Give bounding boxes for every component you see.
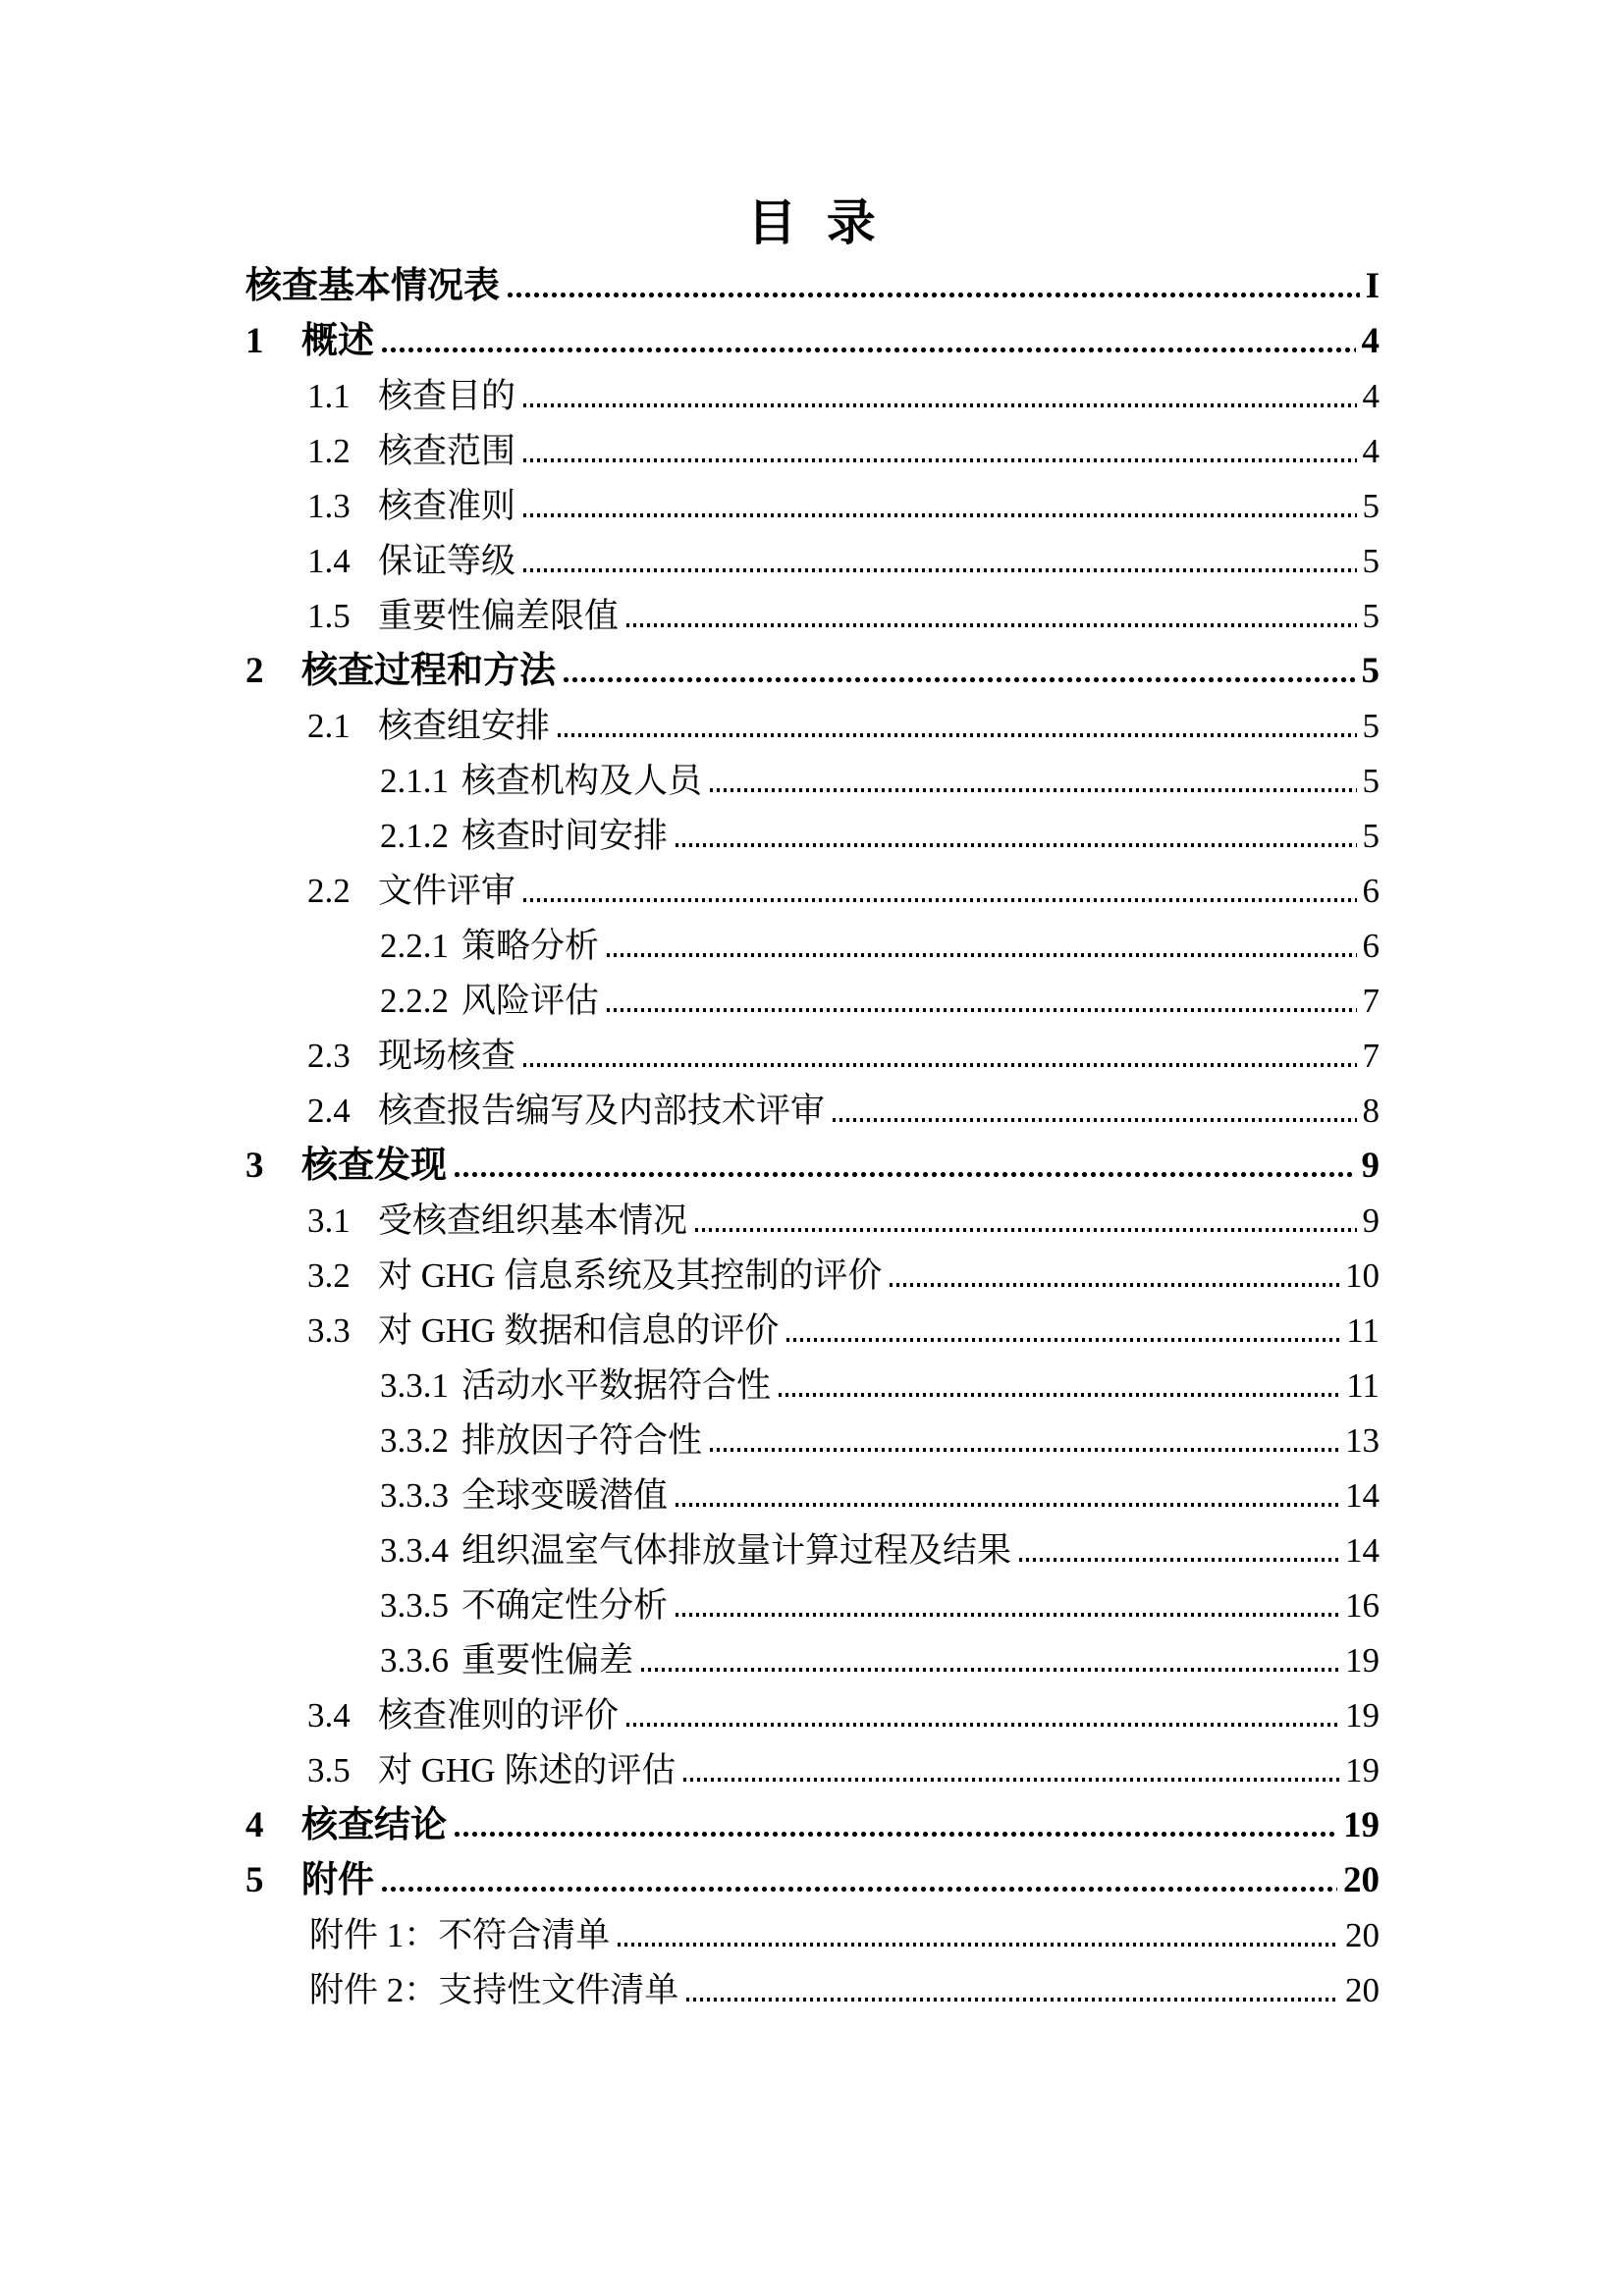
toc-leader-dots bbox=[676, 843, 1356, 847]
toc-entry-number: 1.1 bbox=[307, 377, 351, 415]
toc-entry-number: 3.1 bbox=[307, 1201, 351, 1240]
toc-leader-dots bbox=[523, 513, 1356, 517]
toc-entry-label: 核查准则 bbox=[378, 487, 516, 525]
toc-page-number: 7 bbox=[1362, 1037, 1380, 1075]
toc-page-number: 9 bbox=[1362, 1201, 1380, 1240]
toc-entry-number: 3.3.1 bbox=[380, 1366, 449, 1405]
toc-leader-dots bbox=[382, 1887, 1337, 1892]
toc-page-number: 9 bbox=[1361, 1146, 1380, 1186]
toc-entry bbox=[245, 1633, 1380, 1688]
toc-entry-label: 核查时间安排 bbox=[461, 817, 669, 855]
toc-entry bbox=[245, 314, 1380, 369]
toc-entry-number: 1.3 bbox=[307, 487, 351, 525]
toc-page-number: 20 bbox=[1345, 1971, 1380, 2009]
toc-entry-label: 核查结论 bbox=[301, 1805, 447, 1845]
toc-page-number: 5 bbox=[1362, 707, 1380, 745]
toc-entry-label: 重要性偏差 bbox=[461, 1641, 634, 1680]
toc-page-number: 11 bbox=[1346, 1366, 1380, 1405]
toc-entry bbox=[245, 259, 1380, 314]
toc-entry bbox=[245, 369, 1380, 424]
toc-entry bbox=[245, 1798, 1380, 1853]
toc-entry-number: 2.3 bbox=[307, 1037, 351, 1075]
toc-entry-label: 附件 2：支持性文件清单 bbox=[309, 1971, 679, 2009]
toc-entry bbox=[245, 1468, 1380, 1523]
toc-entry-label: 现场核查 bbox=[378, 1037, 516, 1075]
toc-entry-label: 对 GHG 信息系统及其控制的评价 bbox=[378, 1256, 883, 1295]
toc-page-number: 10 bbox=[1345, 1256, 1380, 1295]
toc-entry bbox=[245, 1853, 1380, 1908]
toc-entry-number: 3.3.2 bbox=[380, 1421, 449, 1460]
toc-entry-number: 2.2.2 bbox=[380, 982, 449, 1020]
toc-list bbox=[245, 259, 1380, 2018]
toc-leader-dots bbox=[710, 788, 1356, 792]
toc-entry-number: 3.4 bbox=[307, 1696, 351, 1735]
toc-entry bbox=[245, 754, 1380, 809]
toc-entry-label: 核查过程和方法 bbox=[301, 651, 556, 691]
toc-entry-number: 1.5 bbox=[307, 597, 351, 635]
toc-leader-dots bbox=[710, 1448, 1339, 1452]
toc-page-number: 11 bbox=[1346, 1311, 1380, 1350]
toc-entry bbox=[245, 1688, 1380, 1743]
toc-entry bbox=[245, 1743, 1380, 1798]
toc-leader-dots bbox=[564, 677, 1356, 682]
toc-entry bbox=[245, 424, 1380, 479]
toc-entry bbox=[245, 864, 1380, 919]
toc-entry bbox=[245, 644, 1380, 699]
toc-entry bbox=[245, 1084, 1380, 1139]
toc-entry-label: 对 GHG 数据和信息的评价 bbox=[378, 1311, 780, 1350]
toc-entry-label: 核查准则的评价 bbox=[378, 1696, 620, 1735]
toc-entry bbox=[245, 809, 1380, 864]
toc-entry-number: 2.2.1 bbox=[380, 927, 449, 965]
toc-entry bbox=[245, 1029, 1380, 1084]
toc-leader-dots bbox=[523, 403, 1356, 407]
toc-page-number: 7 bbox=[1362, 982, 1380, 1020]
toc-leader-dots bbox=[676, 1503, 1339, 1507]
toc-entry bbox=[245, 589, 1380, 644]
toc-page-number: 19 bbox=[1345, 1641, 1380, 1680]
toc-entry-number: 3.2 bbox=[307, 1256, 351, 1295]
toc-page-number: 16 bbox=[1345, 1586, 1380, 1625]
toc-leader-dots bbox=[455, 1172, 1356, 1177]
toc-leader-dots bbox=[607, 953, 1356, 957]
toc-leader-dots bbox=[683, 1778, 1339, 1782]
toc-leader-dots bbox=[523, 1063, 1356, 1067]
toc-page-number: 5 bbox=[1362, 487, 1380, 525]
toc-page-number: 4 bbox=[1361, 321, 1380, 361]
toc-entry-number: 3.5 bbox=[307, 1751, 351, 1789]
toc-page-number: 6 bbox=[1362, 872, 1380, 910]
toc-entry bbox=[245, 1523, 1380, 1578]
toc-leader-dots bbox=[607, 1008, 1356, 1012]
toc-leader-dots bbox=[382, 347, 1356, 352]
toc-leader-dots bbox=[523, 898, 1356, 902]
toc-entry-label: 活动水平数据符合性 bbox=[461, 1366, 772, 1405]
toc-leader-dots bbox=[626, 623, 1356, 627]
toc-entry-label: 排放因子符合性 bbox=[461, 1421, 703, 1460]
toc-page-number: 8 bbox=[1362, 1092, 1380, 1130]
toc-page-number: 5 bbox=[1362, 817, 1380, 855]
toc-entry-label: 核查报告编写及内部技术评审 bbox=[378, 1092, 826, 1130]
toc-page-number: 4 bbox=[1362, 432, 1380, 470]
toc-entry bbox=[245, 1908, 1380, 1963]
toc-entry-number: 3.3.4 bbox=[380, 1531, 449, 1570]
toc-leader-dots bbox=[779, 1393, 1340, 1397]
toc-entry bbox=[245, 1139, 1380, 1194]
toc-entry-number: 1.4 bbox=[307, 542, 351, 580]
toc-entry bbox=[245, 699, 1380, 754]
toc-page-number: 5 bbox=[1362, 597, 1380, 635]
toc-entry-label: 保证等级 bbox=[378, 542, 516, 580]
toc-entry-number: 5 bbox=[245, 1860, 264, 1900]
toc-entry-number: 2.1.1 bbox=[380, 762, 449, 800]
toc-entry-number: 2.4 bbox=[307, 1092, 351, 1130]
toc-entry bbox=[245, 1414, 1380, 1468]
toc-entry bbox=[245, 479, 1380, 534]
toc-entry-number: 3.3.5 bbox=[380, 1586, 449, 1625]
toc-entry bbox=[245, 1963, 1380, 2018]
toc-title: 目 录 bbox=[747, 195, 878, 250]
toc-entry-label: 受核查组织基本情况 bbox=[378, 1201, 688, 1240]
toc-leader-dots bbox=[686, 1998, 1339, 2002]
toc-page-number: 19 bbox=[1345, 1696, 1380, 1735]
toc-leader-dots bbox=[833, 1118, 1356, 1122]
toc-entry-number: 3.3.6 bbox=[380, 1641, 449, 1680]
toc-entry-number: 3 bbox=[245, 1146, 264, 1186]
toc-entry-number: 1.2 bbox=[307, 432, 351, 470]
toc-page-number: 6 bbox=[1362, 927, 1380, 965]
toc-page-number: 4 bbox=[1362, 377, 1380, 415]
toc-leader-dots bbox=[523, 568, 1356, 572]
toc-page-number: 5 bbox=[1361, 651, 1380, 691]
toc-page-number: 20 bbox=[1345, 1916, 1380, 1954]
toc-entry-number: 2 bbox=[245, 651, 264, 691]
toc-entry-number: 2.2 bbox=[307, 872, 351, 910]
toc-entry-number: 1 bbox=[245, 321, 264, 361]
toc-entry-label: 附件 bbox=[301, 1860, 374, 1900]
toc-entry-number: 3.3.3 bbox=[380, 1476, 449, 1515]
toc-leader-dots bbox=[676, 1613, 1339, 1617]
toc-page-number: 5 bbox=[1362, 762, 1380, 800]
toc-entry-label: 核查机构及人员 bbox=[461, 762, 703, 800]
toc-leader-dots bbox=[455, 1832, 1337, 1837]
toc-entry bbox=[245, 534, 1380, 589]
toc-entry-label: 附件 1：不符合清单 bbox=[309, 1916, 611, 1954]
toc-page-number: 19 bbox=[1345, 1751, 1380, 1789]
toc-leader-dots bbox=[558, 733, 1356, 737]
toc-entry bbox=[245, 919, 1380, 974]
toc-entry-label: 核查目的 bbox=[378, 377, 516, 415]
toc-entry-label: 不确定性分析 bbox=[461, 1586, 669, 1625]
toc-entry bbox=[245, 1304, 1380, 1359]
toc-entry-label: 风险评估 bbox=[461, 982, 600, 1020]
toc-entry bbox=[245, 1359, 1380, 1414]
toc-entry bbox=[245, 974, 1380, 1029]
toc-entry-label: 核查组安排 bbox=[378, 707, 551, 745]
toc-entry-label: 核查发现 bbox=[301, 1146, 447, 1186]
toc-entry-number: 2.1 bbox=[307, 707, 351, 745]
toc-leader-dots bbox=[695, 1228, 1356, 1232]
toc-entry-label: 组织温室气体排放量计算过程及结果 bbox=[461, 1531, 1012, 1570]
toc-entry-number: 2.1.2 bbox=[380, 817, 449, 855]
toc-entry-label: 重要性偏差限值 bbox=[378, 597, 620, 635]
toc-entry-number: 4 bbox=[245, 1805, 264, 1845]
toc-leader-dots bbox=[523, 458, 1356, 462]
toc-entry-label: 全球变暖潜值 bbox=[461, 1476, 669, 1515]
toc-entry-label: 核查基本情况表 bbox=[245, 266, 500, 306]
toc-leader-dots bbox=[1019, 1558, 1339, 1562]
toc-entry-label: 对 GHG 陈述的评估 bbox=[378, 1751, 677, 1789]
toc-entry bbox=[245, 1194, 1380, 1249]
toc-entry bbox=[245, 1578, 1380, 1633]
toc-leader-dots bbox=[626, 1723, 1339, 1727]
toc-page-number: 13 bbox=[1345, 1421, 1380, 1460]
toc-entry-label: 策略分析 bbox=[461, 927, 600, 965]
toc-leader-dots bbox=[508, 293, 1360, 297]
toc-entry-number: 3.3 bbox=[307, 1311, 351, 1350]
toc-page-number: 14 bbox=[1345, 1531, 1380, 1570]
toc-leader-dots bbox=[890, 1283, 1339, 1287]
toc-entry-label: 核查范围 bbox=[378, 432, 516, 470]
toc-leader-dots bbox=[618, 1943, 1339, 1947]
toc-page-number: 20 bbox=[1343, 1860, 1380, 1900]
toc-entry-label: 文件评审 bbox=[378, 872, 516, 910]
toc-leader-dots bbox=[641, 1668, 1339, 1672]
toc-page-number: 14 bbox=[1345, 1476, 1380, 1515]
toc-page-number: 19 bbox=[1343, 1805, 1380, 1845]
toc-page-number: I bbox=[1365, 266, 1380, 306]
toc-page-number: 5 bbox=[1362, 542, 1380, 580]
toc-leader-dots bbox=[786, 1338, 1340, 1342]
toc-entry-label: 概述 bbox=[301, 321, 374, 361]
toc-entry bbox=[245, 1249, 1380, 1304]
